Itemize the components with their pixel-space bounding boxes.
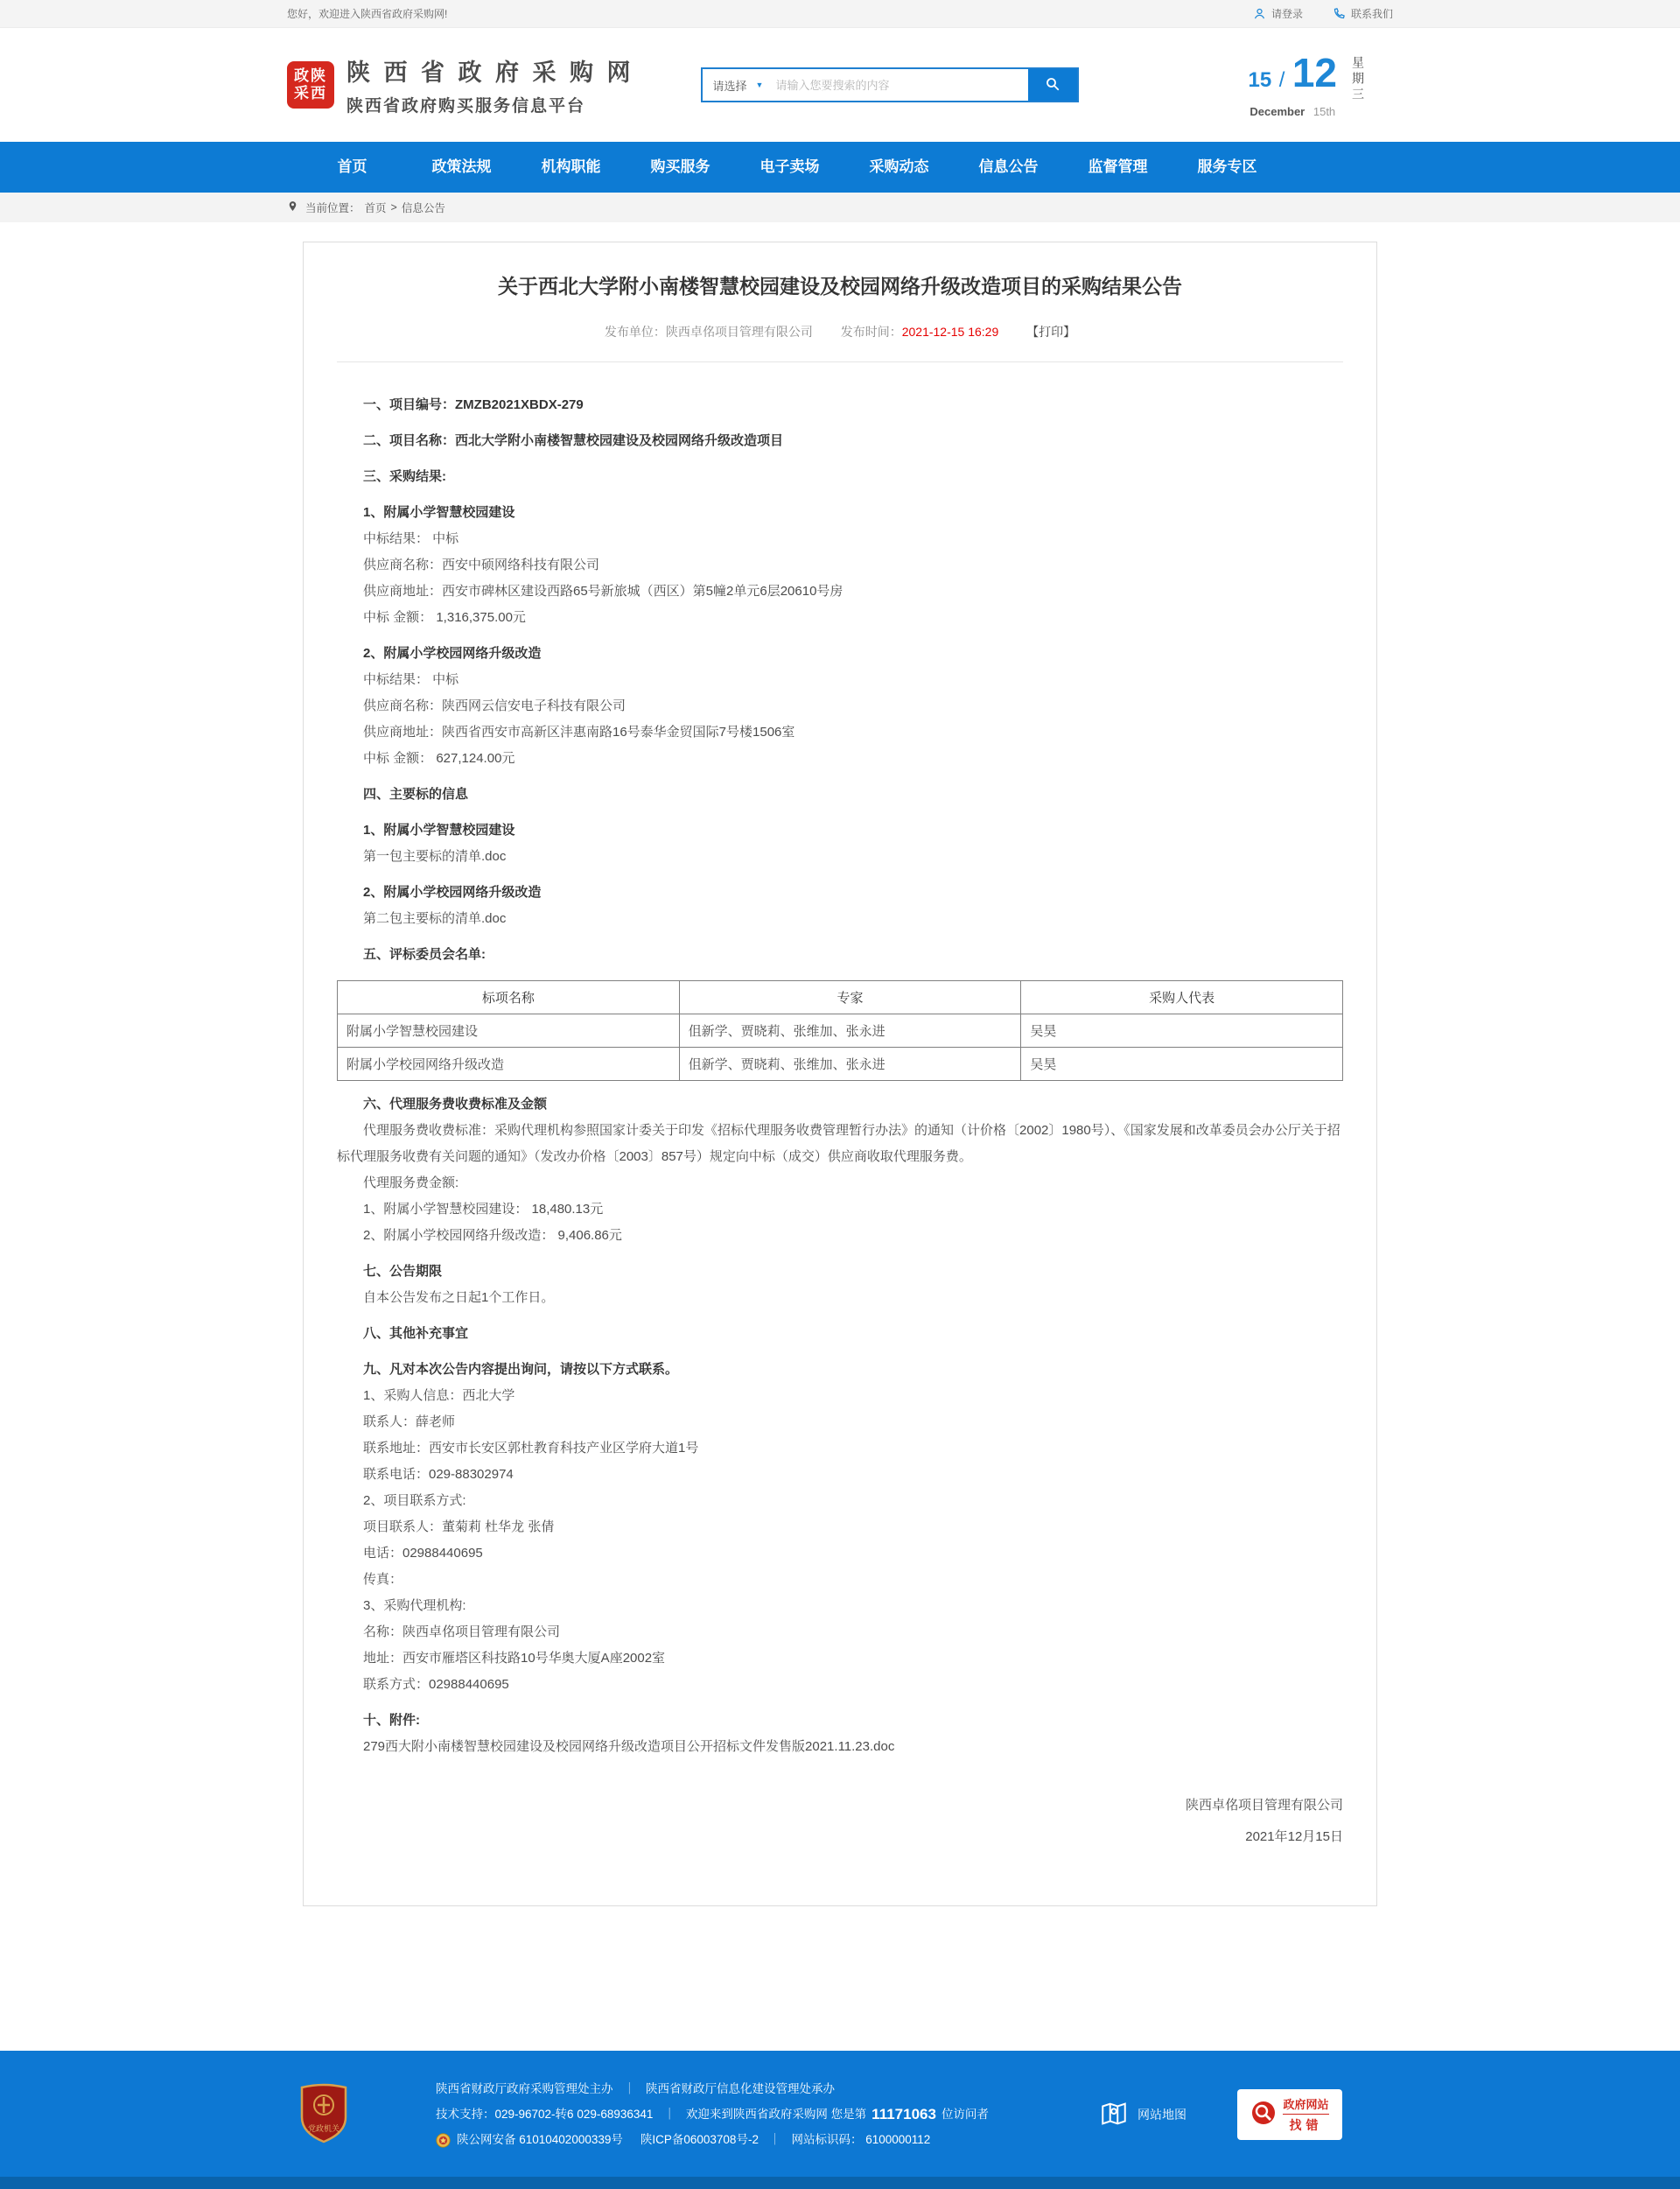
table-row <box>338 1048 1343 1081</box>
paragraph: 六、代理服务费收费标准及金额 <box>363 1097 548 1112</box>
contact-link[interactable] <box>1333 6 1393 21</box>
paragraph: 代理服务费收费标准：采购代理机构参照国家计委关于印发《招标代理服务收费管理暂行办法》的通知（计价格〔2002〕1980号）、《国家发展和改革委员会办公厅关于招标代理服务收费有关问题的通知》（发改办价格〔2003〕857号）规定向中标（成交）供应商收取代理服务费。 <box>337 1123 1340 1164</box>
cell-experts: 伹新学、贾晓莉、张维加、张永进 <box>679 1014 1021 1048</box>
evaluation-committee-table <box>337 980 1343 1081</box>
paragraph: 八、其他补充事宜 <box>363 1326 469 1341</box>
paragraph: 1、采购人信息：西北大学 <box>363 1388 515 1403</box>
paragraph: 联系人：薛老师 <box>363 1414 456 1429</box>
footer-support-line <box>436 2105 989 2124</box>
nav-item[interactable]: 服务专区 <box>1197 158 1257 175</box>
paragraph: 中标 金额： 1,316,375.00元 <box>363 610 526 625</box>
paragraph: 传真： <box>363 1572 403 1587</box>
date-weekday: 星期三 <box>1351 55 1365 103</box>
sitemap-link[interactable] <box>1099 2099 1186 2131</box>
footer-visitor-count: 11171063 <box>872 2106 936 2122</box>
footer <box>0 2051 1680 2177</box>
paragraph: 中标 金额： 627,124.00元 <box>363 751 515 766</box>
footer-visitors-prefix: 欢迎来到陕西省政府采购网 您是第 <box>685 2108 867 2121</box>
signature-date: 2021年12月15日 <box>1245 1829 1343 1844</box>
paragraph: 2、附属小学校园网络升级改造： 9,406.86元 <box>363 1228 622 1243</box>
announcement-card <box>303 242 1377 1906</box>
publisher-value: 陕西卓佲项目管理有限公司 <box>665 325 813 339</box>
paragraph: 三、采购结果: <box>363 469 446 484</box>
footer-divider: ｜ <box>768 2133 781 2146</box>
cell-item-name: 附属小学智慧校园建设 <box>338 1014 680 1048</box>
search-button[interactable] <box>1028 69 1077 101</box>
paragraph: 九、凡对本次公告内容提出询问，请按以下方式联系。 <box>363 1362 679 1377</box>
paragraph: 四、主要标的信息 <box>363 787 469 802</box>
nav-item[interactable]: 政策法规 <box>431 158 492 175</box>
paragraph: 供应商地址：西安市碑林区建设西路65号新旅城（西区）第5幢2单元6层20610号房 <box>363 584 844 599</box>
welcome-text: 您好，欢迎进入陕西省政府采购网! <box>287 8 448 20</box>
map-icon <box>1099 2099 1129 2131</box>
site-subtitle: 陕西省政府购买服务信息平台 <box>346 97 586 116</box>
column-header-experts: 专家 <box>679 981 1021 1014</box>
paragraph: 名称：陕西卓佲项目管理有限公司 <box>363 1624 561 1639</box>
phone-icon <box>1333 7 1346 20</box>
nav-item[interactable]: 机构职能 <box>541 158 601 175</box>
gov-site-error-report-button[interactable] <box>1237 2089 1342 2140</box>
publish-time-label: 发布时间： <box>840 325 902 339</box>
user-icon <box>1253 7 1266 20</box>
page-title: 关于西北大学附小南楼智慧校园建设及校园网络升级改造项目的采购结果公告 <box>498 275 1182 298</box>
login-link[interactable] <box>1253 6 1303 21</box>
topbar <box>0 0 1680 28</box>
nav-item[interactable]: 信息公告 <box>978 158 1039 175</box>
search-icon <box>1045 76 1060 95</box>
emblem-label: 党政机关 <box>307 2123 340 2133</box>
chevron-down-icon: ▼ <box>755 81 764 89</box>
main-nav <box>0 142 1680 193</box>
paragraph: 供应商名称：西安中硕网络科技有限公司 <box>363 558 600 572</box>
paragraph: 1、附属小学智慧校园建设 <box>363 823 515 838</box>
location-pin-icon <box>287 200 301 215</box>
footer-tech-support: 技术支持：029-96702-转6 029-68936341 <box>436 2108 654 2121</box>
footer-undertaker: 陕西省财政厅信息化建设管理处承办 <box>646 2082 835 2095</box>
site-logo[interactable] <box>287 61 334 109</box>
footer-visitors-suffix: 位访问者 <box>941 2108 989 2121</box>
search-input[interactable] <box>774 78 1027 93</box>
paragraph: 地址：西安市雁塔区科技路10号华奥大厦A座2002室 <box>363 1651 666 1666</box>
paragraph: 电话：02988440695 <box>363 1546 483 1561</box>
breadcrumb-separator: > <box>390 201 397 214</box>
error-report-logo-icon <box>1250 2100 1277 2130</box>
paragraph: 3、采购代理机构: <box>363 1598 466 1613</box>
paragraph: 五、评标委员会名单: <box>363 947 486 962</box>
breadcrumb-bar <box>0 193 1680 222</box>
print-button[interactable]: 【打印】 <box>1026 325 1076 339</box>
table-row <box>338 1014 1343 1048</box>
footer-divider: ｜ <box>623 2082 635 2095</box>
cell-experts: 伹新学、贾晓莉、张维加、张永进 <box>679 1048 1021 1081</box>
footer-site-code: 网站标识码： 6100000112 <box>791 2133 931 2146</box>
paragraph: 七、公告期限 <box>363 1264 443 1279</box>
date-slash: / <box>1278 67 1285 92</box>
paragraph[interactable]: 第一包主要标的清单.doc <box>363 849 507 864</box>
signature-block <box>337 1790 1343 1853</box>
cell-purchaser-rep: 吴昊 <box>1021 1014 1343 1048</box>
paragraph[interactable]: 279西大附小南楼智慧校园建设及校园网络升级改造项目公开招标文件发售版2021.11.23.doc <box>363 1739 895 1754</box>
signature-company: 陕西卓佲项目管理有限公司 <box>1185 1798 1343 1813</box>
cell-purchaser-rep: 吴昊 <box>1021 1048 1343 1081</box>
breadcrumb-label: 当前位置： <box>305 202 360 214</box>
paragraph: 供应商地址：陕西省西安市高新区沣惠南路16号泰华金贸国际7号楼1506室 <box>363 725 795 740</box>
search-select-label: 请选择 <box>712 79 747 93</box>
date-month: 12 <box>1292 49 1337 95</box>
search-category-select[interactable] <box>703 77 774 94</box>
paragraph: 2、项目联系方式: <box>363 1493 466 1508</box>
footer-icp-record: 陕ICP备06003708号-2 <box>640 2133 759 2146</box>
party-government-emblem <box>299 2082 348 2148</box>
nav-item[interactable]: 购买服务 <box>650 158 710 175</box>
paragraph: 联系地址：西安市长安区郭杜教育科技产业区学府大道1号 <box>363 1441 699 1456</box>
header <box>0 28 1680 142</box>
paragraph[interactable]: 第二包主要标的清单.doc <box>363 911 507 926</box>
article-body <box>337 392 1343 1853</box>
paragraph: 联系方式：02988440695 <box>363 1677 509 1692</box>
login-label: 请登录 <box>1270 8 1303 20</box>
footer-security-record: 陕公网安备 61010402000339号 <box>457 2133 623 2146</box>
paragraph: 1、附属小学智慧校园建设 <box>363 505 515 520</box>
date-widget <box>1248 49 1393 118</box>
footer-organizer: 陕西省财政厅政府采购管理处主办 <box>436 2082 613 2095</box>
nav-item[interactable]: 首页 <box>337 158 368 175</box>
contact-label: 联系我们 <box>1350 8 1393 20</box>
breadcrumb-home[interactable]: 首页 <box>364 202 387 214</box>
sitemap-label: 网站地图 <box>1138 2108 1186 2122</box>
date-day: 15 <box>1248 67 1272 92</box>
footer-registration-line <box>436 2130 989 2150</box>
column-header-purchaser-rep: 采购人代表 <box>1021 981 1343 1014</box>
paragraph: 自本公告发布之日起1个工作日。 <box>363 1290 555 1305</box>
date-ordinal: 15th <box>1312 104 1336 118</box>
logo-text-top: 政陕 <box>294 67 327 84</box>
error-report-title: 政府网站 <box>1283 2098 1329 2111</box>
paragraph: 联系电话：029-88302974 <box>363 1467 514 1482</box>
table-header-row <box>338 981 1343 1014</box>
nav-item[interactable]: 采购动态 <box>869 158 929 175</box>
nav-item[interactable]: 监督管理 <box>1088 158 1148 175</box>
site-title: 陕 西 省 政 府 采 购 网 <box>346 60 634 86</box>
breadcrumb-current[interactable]: 信息公告 <box>401 202 445 214</box>
paragraph: 中标结果： 中标 <box>363 531 459 546</box>
bottom-strip <box>0 2177 1680 2189</box>
cell-item-name: 附属小学校园网络升级改造 <box>338 1048 680 1081</box>
nav-item[interactable]: 电子卖场 <box>760 158 820 175</box>
publish-info <box>337 323 1343 362</box>
error-report-subtitle: 找错 <box>1283 2114 1328 2134</box>
paragraph: 代理服务费金额: <box>363 1175 459 1190</box>
date-month-name: December <box>1250 104 1306 118</box>
footer-divider: ｜ <box>663 2108 676 2121</box>
publisher-label: 发布单位： <box>604 325 666 339</box>
publish-time-value: 2021-12-15 16:29 <box>901 325 999 339</box>
logo-text-bottom: 采西 <box>294 85 327 102</box>
paragraph: 一、项目编号：ZMZB2021XBDX-279 <box>363 397 584 412</box>
paragraph: 2、附属小学校园网络升级改造 <box>363 885 542 900</box>
paragraph: 十、附件: <box>363 1713 420 1728</box>
footer-organizer-line <box>436 2080 989 2099</box>
search-box <box>701 67 1079 102</box>
footer-gap <box>0 1906 1680 2051</box>
paragraph: 项目联系人：董菊莉 杜华龙 张倩 <box>363 1519 555 1534</box>
police-badge-icon <box>436 2133 451 2148</box>
paragraph: 1、附属小学智慧校园建设： 18,480.13元 <box>363 1202 604 1217</box>
paragraph: 2、附属小学校园网络升级改造 <box>363 646 542 661</box>
site-brand <box>287 53 634 116</box>
paragraph: 供应商名称：陕西网云信安电子科技有限公司 <box>363 698 626 713</box>
paragraph: 二、项目名称：西北大学附小南楼智慧校园建设及校园网络升级改造项目 <box>363 433 784 448</box>
column-header-item-name: 标项名称 <box>338 981 680 1014</box>
paragraph: 中标结果： 中标 <box>363 672 459 687</box>
